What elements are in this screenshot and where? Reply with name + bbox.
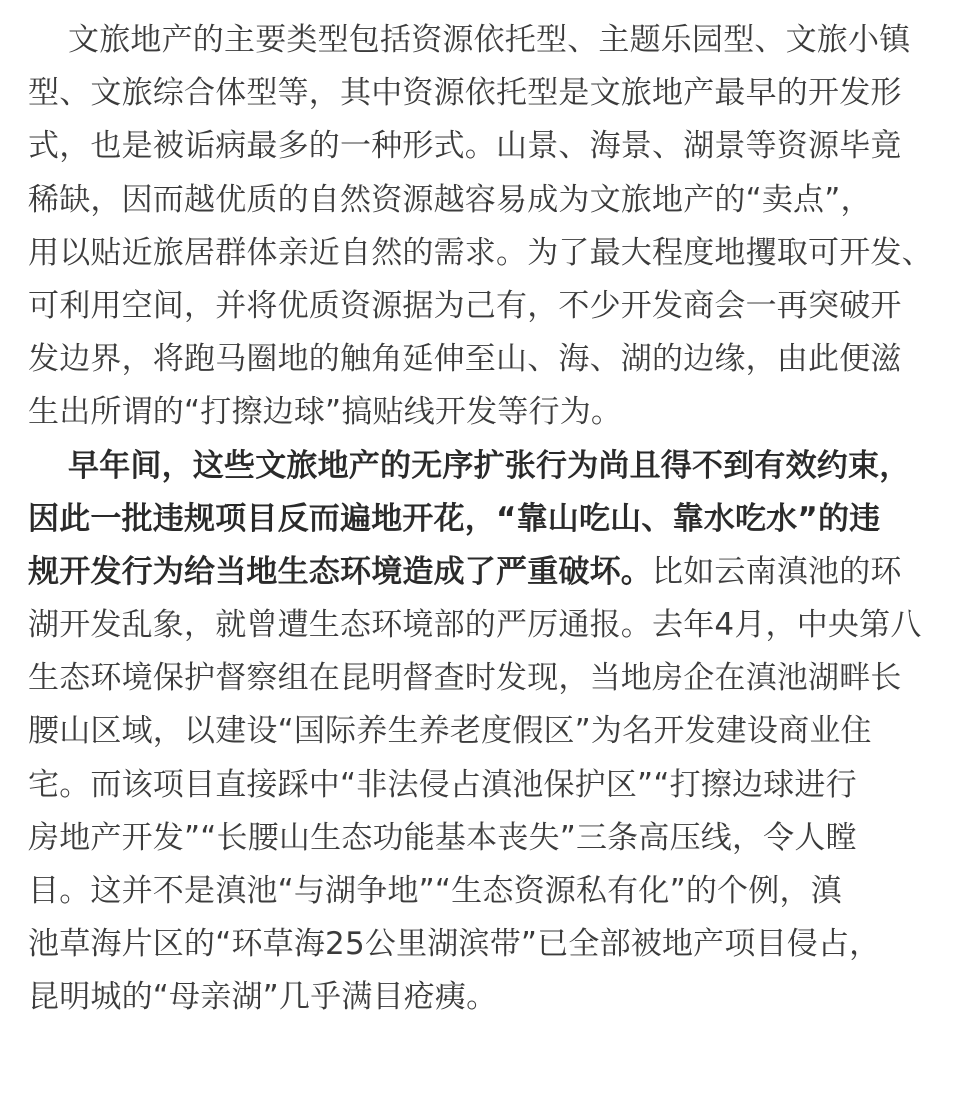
text-run: 腰山区域，以建设“国际养生养老度假区”为名开发建设商业住: [28, 713, 872, 750]
article-body: [28, 14, 956, 1025]
text-line: [28, 386, 956, 439]
text-line: [28, 67, 956, 120]
bold-text-run: 规开发行为给当地生态环境造成了严重破坏。: [28, 553, 652, 590]
paragraph-1: [28, 14, 956, 440]
text-line: [28, 759, 956, 812]
text-line: [28, 14, 956, 67]
text-line: [28, 333, 956, 386]
bold-text-run: 因此一批违规项目反而遍地开花，“靠山吃山、靠水吃水”的违: [28, 500, 881, 537]
text-line: [28, 865, 956, 918]
text-line: [28, 971, 956, 1024]
text-line: [28, 120, 956, 173]
text-run: 型、文旅综合体型等，其中资源依托型是文旅地产最早的开发形: [28, 75, 902, 112]
text-run: 目。这并不是滇池“与湖争地”“生态资源私有化”的个例，滇: [28, 873, 842, 909]
text-line: [28, 918, 956, 971]
text-line: [28, 652, 956, 705]
text-run: 比如云南滇池的环: [652, 553, 902, 590]
text-line: [28, 227, 956, 280]
text-run: 池草海片区的“环草海25公里湖滨带”已全部被地产项目侵占，: [28, 926, 881, 963]
text-run: 可利用空间，并将优质资源据为己有，不少开发商会一再突破开: [28, 287, 902, 324]
text-line: [28, 812, 956, 865]
text-run: 用以贴近旅居群体亲近自然的需求。为了最大程度地攫取可开发、: [28, 234, 933, 271]
text-run: 稀缺，因而越优质的自然资源越容易成为文旅地产的“卖点”，: [28, 181, 872, 218]
text-run: 式，也是被诟病最多的一种形式。山景、海景、湖景等资源毕竟: [28, 128, 902, 165]
text-run: 发边界，将跑马圈地的触角延伸至山、海、湖的边缘，由此便滋: [28, 341, 902, 378]
text-line: [28, 493, 956, 546]
text-run: 宅。而该项目直接踩中“非法侵占滇池保护区”“打擦边球进行: [28, 766, 857, 803]
text-run: 文旅地产的主要类型包括资源依托型、主题乐园型、文旅小镇: [68, 22, 911, 58]
text-run: 生态环境保护督察组在昆明督查时发现，当地房企在滇池湖畔长: [28, 660, 902, 697]
text-run: 湖开发乱象，就曾遭生态环境部的严厉通报。去年4月，中央第八: [28, 607, 922, 644]
text-run: 房地产开发”“长腰山生态功能基本丧失”三条高压线，令人瞠: [28, 819, 857, 856]
text-line: [28, 280, 956, 333]
bold-text-run: 早年间，这些文旅地产的无序扩张行为尚且得不到有效约束，: [68, 447, 911, 484]
text-line: [28, 599, 956, 652]
text-line: [28, 705, 956, 758]
text-run: 昆明城的“母亲湖”几乎满目疮痍。: [28, 979, 498, 1016]
text-line: [28, 174, 956, 227]
text-run: 生出所谓的“打擦边球”搞贴线开发等行为。: [28, 394, 623, 431]
paragraph-2: [28, 440, 956, 1025]
text-line: [28, 440, 956, 493]
text-line: [28, 546, 956, 599]
